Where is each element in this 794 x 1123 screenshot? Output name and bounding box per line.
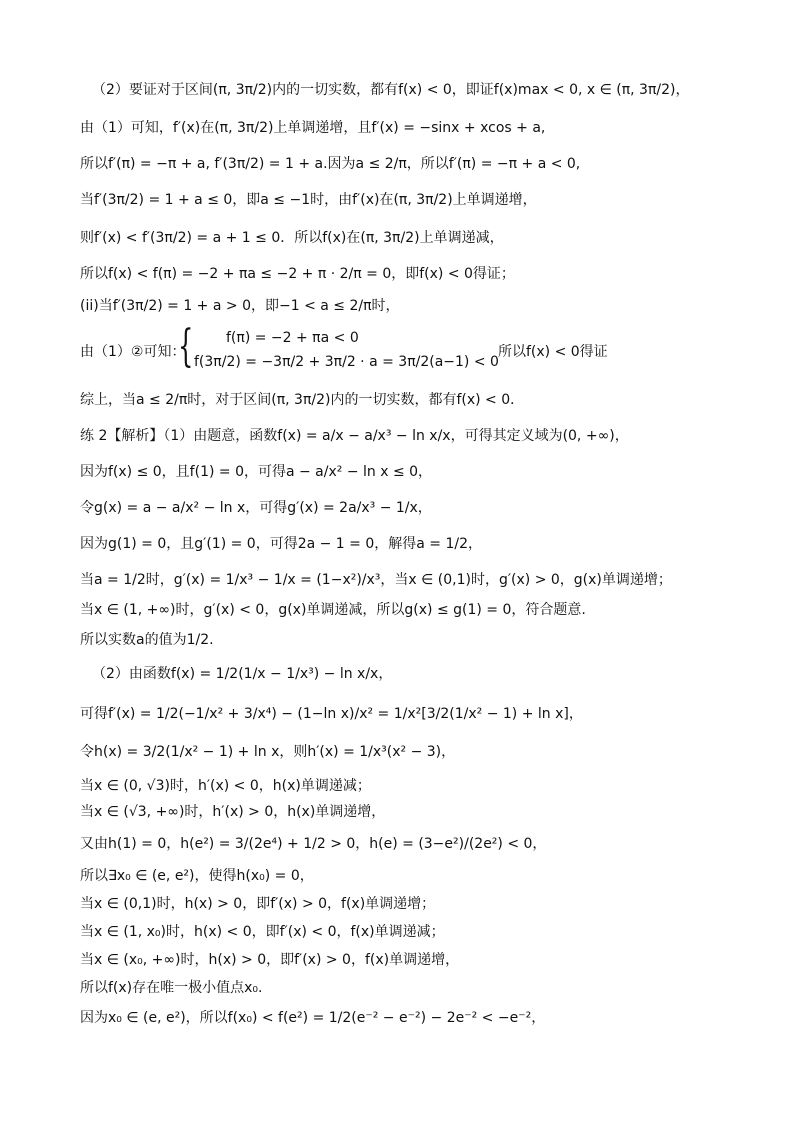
text-line: 当a = 1/2时，g′(x) = 1/x³ − 1/x = (1−x²)/x³，当x ∈ (0,1)时，g′(x) > 0，g(x)单调递增； (80, 572, 672, 588)
text-line: (ii)当f′(3π/2) = 1 + a > 0，即−1 < a ≤ 2/π时， (80, 298, 400, 314)
text-line: 所以f(x) < f(π) = −2 + πa ≤ −2 + π · 2/π = 0，即f(x) < 0得证； (80, 266, 515, 282)
text-line: 所以f′(π) = −π + a, f′(3π/2) = 1 + a.因为a ≤ 2/π，所以f′(π) = −π + a < 0, (80, 156, 581, 172)
text-line: 又由h(1) = 0，h(e²) = 3/(2e⁴) + 1/2 > 0，h(e) = (3−e²)/(2e²) < 0， (80, 836, 547, 852)
text-line: 因为f(x) ≤ 0，且f(1) = 0，可得a − a/x² − ln x ≤ 0， (80, 464, 433, 480)
text-line: （2）由函数f(x) = 1/2(1/x − 1/x³) − ln x/x， (92, 666, 393, 682)
text-line: 则f′(x) < f′(3π/2) = a + 1 ≤ 0．所以f(x)在(π, 3π/2)上单调递减， (80, 230, 504, 246)
text-line: 令g(x) = a − a/x² − ln x，可得g′(x) = 2a/x³ − 1/x， (80, 500, 432, 516)
case-suffix: 所以f(x) < 0得证 (498, 344, 608, 360)
brace-symbol: { (178, 321, 194, 372)
text-line: 当x ∈ (0, √3)时，h′(x) < 0，h(x)单调递减； (80, 778, 371, 794)
text-line: （2）要证对于区间(π, 3π/2)内的一切实数，都有f(x) < 0，即证f(x)max < 0, x ∈ (π, 3π/2)， (92, 82, 690, 98)
piecewise-brace-block (178, 321, 508, 374)
text-line: 因为x₀ ∈ (e, e²)，所以f(x₀) < f(e²) = 1/2(e⁻² − e⁻²) − 2e⁻² < −e⁻²， (80, 1010, 546, 1026)
text-line: 因为g(1) = 0，且g′(1) = 0，可得2a − 1 = 0，解得a = 1/2， (80, 536, 482, 552)
text-line: 当x ∈ (x₀, +∞)时，h(x) > 0，即f′(x) > 0，f(x)单调递增， (80, 952, 460, 968)
text-line: 可得f′(x) = 1/2(−1/x² + 3/x⁴) − (1−ln x)/x² = 1/x²[3/2(1/x² − 1) + ln x]， (80, 706, 583, 722)
text-line: 当x ∈ (1, x₀)时，h(x) < 0，即f′(x) < 0，f(x)单调递减； (80, 924, 445, 940)
section-heading-line: 练 2【解析】（1）由题意，函数f(x) = a/x − a/x³ − ln x/x，可得其定义域为(0, +∞)， (80, 428, 629, 444)
text-line: 当x ∈ (0,1)时，h(x) > 0，即f′(x) > 0，f(x)单调递增； (80, 896, 436, 912)
case-row-1: f(π) = −2 + πa < 0 (226, 330, 359, 346)
text-line: 所以f(x)存在唯一极小值点x₀. (80, 980, 263, 996)
text-line: 所以∃x₀ ∈ (e, e²)，使得h(x₀) = 0， (80, 868, 314, 884)
text-line: 由（1）可知，f′(x)在(π, 3π/2)上单调递增，且f′(x) = −sinx + xcos + a, (80, 120, 546, 136)
text-line: 当x ∈ (1, +∞)时，g′(x) < 0，g(x)单调递减，所以g(x) ≤ g(1) = 0，符合题意. (80, 602, 586, 618)
text-line: 令h(x) = 3/2(1/x² − 1) + ln x，则h′(x) = 1/x³(x² − 3)， (80, 744, 456, 760)
text-line: 综上，当a ≤ 2/π时，对于区间(π, 3π/2)内的一切实数，都有f(x) < 0． (80, 392, 525, 408)
case-prefix: 由（1）②可知： (80, 344, 186, 360)
text-line: 所以实数a的值为1/2. (80, 632, 214, 648)
case-row-2: f(3π/2) = −3π/2 + 3π/2 · a = 3π/2(a−1) < 0 (194, 354, 499, 370)
text-line: 当f′(3π/2) = 1 + a ≤ 0，即a ≤ −1时，由f′(x)在(π, 3π/2)上单调递增， (80, 192, 537, 208)
text-line: 当x ∈ (√3, +∞)时，h′(x) > 0，h(x)单调递增， (80, 804, 386, 820)
